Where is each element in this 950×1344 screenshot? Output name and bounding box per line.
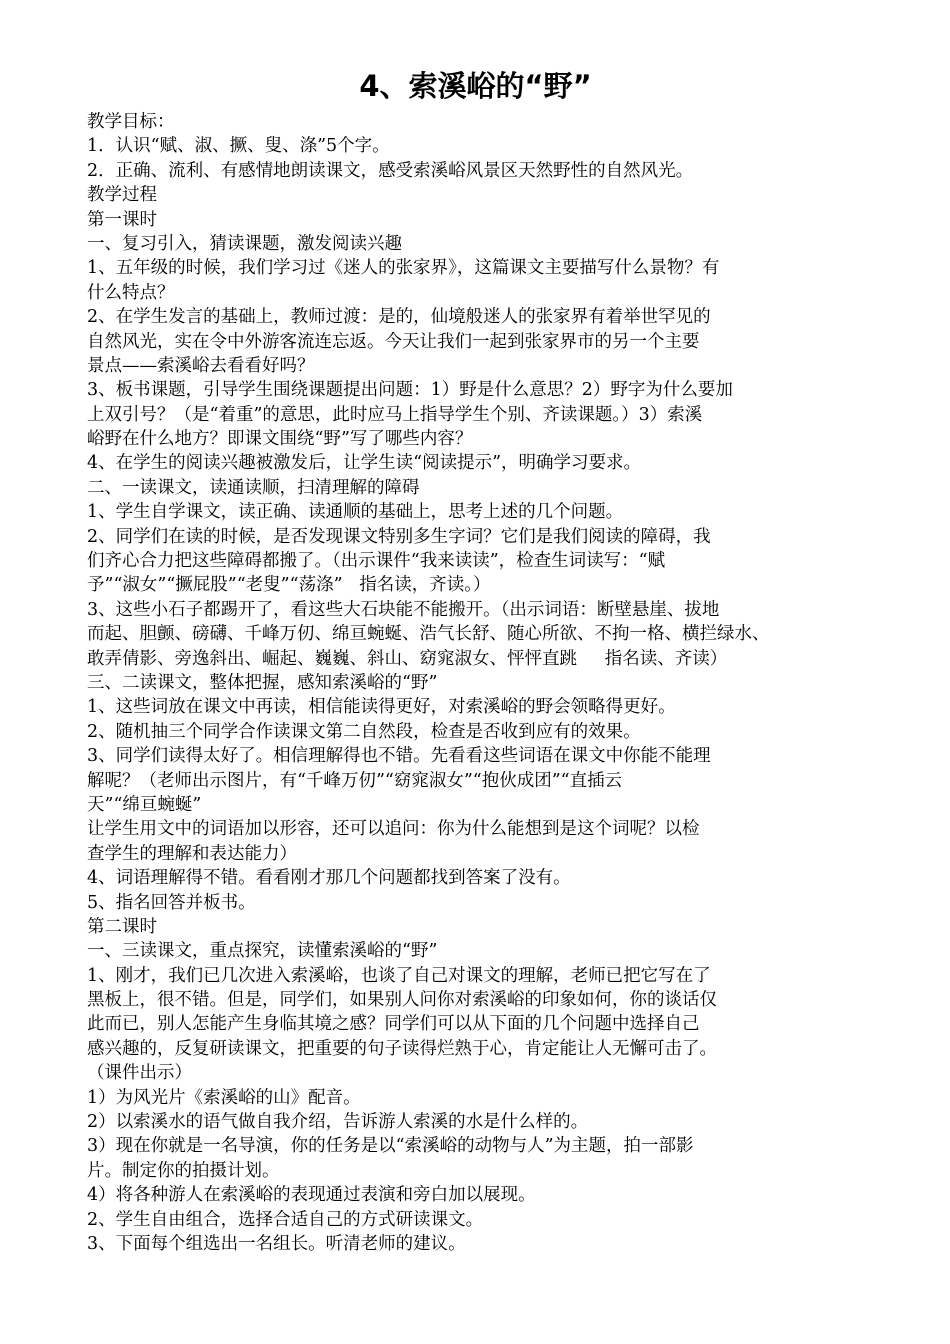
text-line: 三、二读课文，整体把握，感知索溪峪的“野”	[87, 672, 438, 693]
text-line: 二、一读课文，读通读顺，扫清理解的障碍	[87, 477, 420, 498]
text-line: 3、下面每个组选出一名组长。听清老师的建议。	[87, 1233, 466, 1254]
text-line: 感兴趣的，反复研读课文，把重要的句子读得烂熟于心，肯定能让人无懈可击了。	[87, 1038, 717, 1059]
text-line: 3、板书课题，引导学生围绕课题提出问题：1）野是什么意思？2）野字为什么要加	[87, 380, 733, 401]
text-line: 1、这些词放在课文中再读，相信能读得更好，对索溪峪的野会领略得更好。	[87, 697, 676, 718]
text-line: 解呢？（老师出示图片，有“千峰万仞”“窈窕淑女”“抱伙成团”“直插云	[87, 770, 623, 791]
text-line: 5、指名回答并板书。	[87, 892, 256, 913]
text-line: 教学目标：	[87, 112, 175, 132]
text-line: 1、五年级的时候，我们学习过《迷人的张家界》，这篇课文主要描写什么景物？有	[87, 258, 720, 279]
text-line: 3）现在你就是一名导演，你的任务是以“索溪峪的动物与人”为主题，拍一部影	[87, 1136, 694, 1157]
text-line: 峪野在什么地方？即课文围绕“野”写了哪些内容？	[87, 429, 473, 450]
text-line: 第二课时	[87, 916, 157, 937]
text-line: 4）将各种游人在索溪峪的表现通过表演和旁白加以展现。	[87, 1185, 536, 1206]
text-line: 4、在学生的阅读兴趣被激发后，让学生读“阅读提示”，明确学习要求。	[87, 453, 642, 474]
text-line: 而起、胆颤、磅礴、千峰万仞、绵亘蜿蜒、浩气长舒、随心所欲、不拘一格、横拦绿水、	[87, 624, 770, 645]
text-line: 片。制定你的拍摄计划。	[87, 1160, 280, 1181]
text-line: 1、学生自学课文，读正确、读通顺的基础上，思考上述的几个问题。	[87, 502, 624, 523]
text-line: 此而已，别人怎能产生身临其境之感？同学们可以从下面的几个问题中选择自己	[87, 1014, 700, 1035]
text-line: 1．认识“赋、淑、撅、叟、涤”5个字。	[87, 136, 390, 157]
text-line: 2、在学生发言的基础上，教师过渡：是的，仙境般迷人的张家界有着举世罕见的	[87, 307, 711, 328]
text-line: 第一课时	[87, 209, 157, 230]
text-line: 2、随机抽三个同学合作读课文第二自然段，检查是否收到应有的效果。	[87, 721, 641, 742]
text-line: 景点——索溪峪去看看好吗？	[87, 355, 315, 376]
text-line: 1）为风光片《索溪峪的山》配音。	[87, 1087, 361, 1108]
lesson-title: 4、索溪峪的“野”	[359, 69, 592, 103]
lesson-body	[87, 110, 864, 1256]
text-line: 2．正确、流利、有感情地朗读课文，感受索溪峪风景区天然野性的自然风光。	[87, 160, 694, 181]
text-line: 一、复习引入，猜读课题，激发阅读兴趣	[87, 233, 402, 254]
text-line: 4、词语理解得不错。看看刚才那几个问题都找到答案了没有。	[87, 868, 571, 889]
text-line: 3、这些小石子都踢开了，看这些大石块能不能搬开。（出示词语：断壁悬崖、拔地	[87, 599, 720, 620]
text-line: （课件出示）	[87, 1063, 192, 1084]
text-line: 2、学生自由组合，选择合适自己的方式研读课文。	[87, 1209, 484, 1230]
text-line: 2）以索溪水的语气做自我介绍，告诉游人索溪的水是什么样的。	[87, 1112, 589, 1133]
text-line: 敢弄倩影、旁逸斜出、崛起、巍巍、斜山、窈窕淑女、怦怦直跳 指名读、齐读）	[87, 648, 728, 669]
text-line: 自然风光，实在令中外游客流连忘返。今天让我们一起到张家界市的另一个主要	[87, 331, 700, 352]
text-line: 教学过程	[87, 185, 157, 206]
text-line: 1、刚才，我们已几次进入索溪峪，也谈了自己对课文的理解，老师已把它写在了	[87, 965, 711, 986]
text-line: 黑板上，很不错。但是，同学们，如果别人问你对索溪峪的印象如何，你的谈话仅	[87, 990, 717, 1011]
text-line: 查学生的理解和表达能力）	[87, 843, 297, 864]
text-line: 们齐心合力把这些障碍都搬了。（出示课件“我来读读”，检查生词读写：“赋	[87, 551, 666, 572]
text-line: 一、三读课文，重点探究，读懂索溪峪的“野”	[87, 941, 438, 962]
text-line: 上双引号？（是“着重”的意思，此时应马上指导学生个别、齐读课题。）3）索溪	[87, 404, 703, 425]
text-line: 予”“淑女”“撅屁股”“老叟”“荡涤” 指名读，齐读。）	[87, 575, 491, 596]
text-line: 让学生用文中的词语加以形容，还可以追问：你为什么能想到是这个词呢？以检	[87, 819, 700, 840]
text-line: 什么特点？	[87, 282, 175, 303]
text-line: 3、同学们读得太好了。相信理解得也不错。先看看这些词语在课文中你能不能理	[87, 746, 711, 767]
text-line: 天”“绵亘蜿蜒”	[87, 794, 202, 815]
text-line: 2、同学们在读的时候，是否发现课文特别多生字词？它们是我们阅读的障碍，我	[87, 526, 711, 547]
